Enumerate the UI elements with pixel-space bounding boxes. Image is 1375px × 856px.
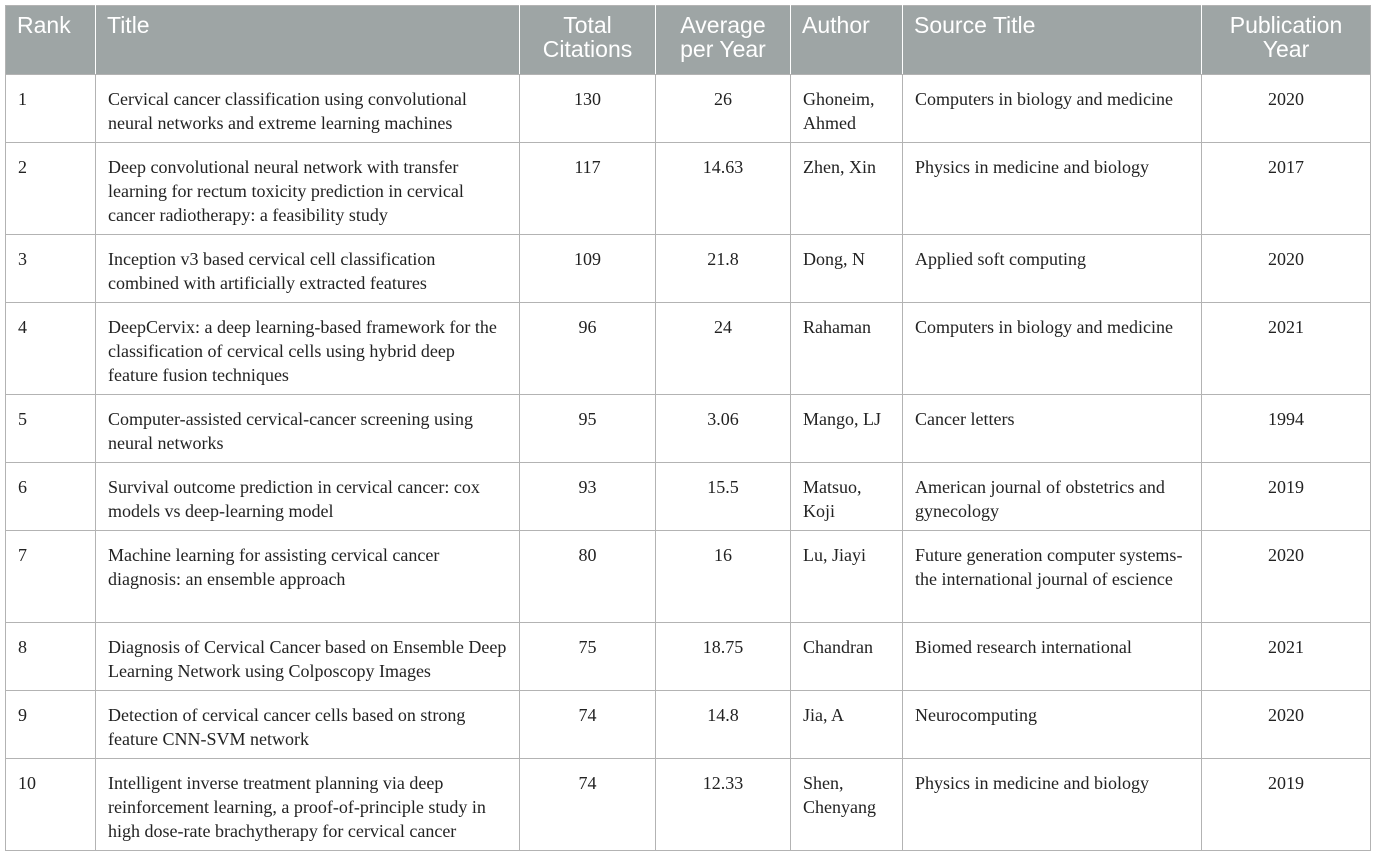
- header-rank: Rank: [6, 6, 96, 75]
- cell-total-citations: 96: [520, 303, 656, 395]
- table-header-row: [6, 6, 1371, 75]
- cell-average-per-year: 14.63: [656, 143, 791, 235]
- cell-author: Matsuo, Koji: [791, 463, 903, 531]
- header-source-title: Source Title: [903, 6, 1202, 75]
- table-row: [6, 463, 1371, 531]
- cell-publication-year: 1994: [1202, 395, 1371, 463]
- cell-author: Shen, Chenyang: [791, 759, 903, 851]
- table-row: [6, 531, 1371, 623]
- cell-rank: 2: [6, 143, 96, 235]
- cell-rank: 9: [6, 691, 96, 759]
- cell-title: Intelligent inverse treatment planning via deep reinforcement learning, a proof-of-principle study in high dose-rate brachytherapy for cervical cancer: [96, 759, 520, 851]
- cell-source-title: Physics in medicine and biology: [903, 759, 1202, 851]
- cell-author: Mango, LJ: [791, 395, 903, 463]
- cell-source-title: Cancer letters: [903, 395, 1202, 463]
- cell-title: Computer-assisted cervical-cancer screening using neural networks: [96, 395, 520, 463]
- cell-total-citations: 109: [520, 235, 656, 303]
- cell-source-title: Computers in biology and medicine: [903, 303, 1202, 395]
- cell-average-per-year: 24: [656, 303, 791, 395]
- cell-source-title: Applied soft computing: [903, 235, 1202, 303]
- table-row: [6, 623, 1371, 691]
- cell-publication-year: 2020: [1202, 235, 1371, 303]
- cell-rank: 5: [6, 395, 96, 463]
- cell-source-title: Computers in biology and medicine: [903, 75, 1202, 143]
- header-author: Author: [791, 6, 903, 75]
- cell-rank: 10: [6, 759, 96, 851]
- table-row: [6, 235, 1371, 303]
- cell-rank: 3: [6, 235, 96, 303]
- table-row: [6, 691, 1371, 759]
- cell-average-per-year: 16: [656, 531, 791, 623]
- cell-publication-year: 2020: [1202, 75, 1371, 143]
- cell-total-citations: 75: [520, 623, 656, 691]
- cell-rank: 1: [6, 75, 96, 143]
- table-row: [6, 395, 1371, 463]
- cell-author: Jia, A: [791, 691, 903, 759]
- cell-total-citations: 74: [520, 759, 656, 851]
- header-average-per-year: Average per Year: [656, 6, 791, 75]
- header-total-citations: Total Citations: [520, 6, 656, 75]
- table-row: [6, 759, 1371, 851]
- cell-author: Dong, N: [791, 235, 903, 303]
- citation-table: [5, 5, 1371, 851]
- cell-author: Lu, Jiayi: [791, 531, 903, 623]
- cell-rank: 8: [6, 623, 96, 691]
- cell-title: Cervical cancer classification using convolutional neural networks and extreme learning machines: [96, 75, 520, 143]
- cell-source-title: Neurocomputing: [903, 691, 1202, 759]
- cell-publication-year: 2020: [1202, 691, 1371, 759]
- cell-source-title: Future generation computer systems-the international journal of escience: [903, 531, 1202, 623]
- cell-source-title: Biomed research international: [903, 623, 1202, 691]
- cell-publication-year: 2020: [1202, 531, 1371, 623]
- cell-publication-year: 2019: [1202, 759, 1371, 851]
- cell-total-citations: 130: [520, 75, 656, 143]
- cell-rank: 7: [6, 531, 96, 623]
- cell-publication-year: 2021: [1202, 623, 1371, 691]
- cell-total-citations: 95: [520, 395, 656, 463]
- cell-author: Ghoneim, Ahmed: [791, 75, 903, 143]
- table-row: [6, 303, 1371, 395]
- cell-title: Detection of cervical cancer cells based on strong feature CNN-SVM network: [96, 691, 520, 759]
- cell-total-citations: 74: [520, 691, 656, 759]
- cell-source-title: Physics in medicine and biology: [903, 143, 1202, 235]
- cell-total-citations: 93: [520, 463, 656, 531]
- cell-average-per-year: 3.06: [656, 395, 791, 463]
- cell-average-per-year: 15.5: [656, 463, 791, 531]
- cell-average-per-year: 14.8: [656, 691, 791, 759]
- cell-title: Survival outcome prediction in cervical cancer: cox models vs deep-learning model: [96, 463, 520, 531]
- cell-rank: 4: [6, 303, 96, 395]
- cell-average-per-year: 26: [656, 75, 791, 143]
- table-row: [6, 143, 1371, 235]
- cell-title: Inception v3 based cervical cell classification combined with artificially extracted features: [96, 235, 520, 303]
- cell-title: Deep convolutional neural network with transfer learning for rectum toxicity prediction in cervical cancer radiotherapy: a feasibility study: [96, 143, 520, 235]
- cell-author: Zhen, Xin: [791, 143, 903, 235]
- cell-title: DeepCervix: a deep learning-based framework for the classification of cervical cells using hybrid deep feature fusion techniques: [96, 303, 520, 395]
- header-title: Title: [96, 6, 520, 75]
- cell-total-citations: 117: [520, 143, 656, 235]
- cell-author: Rahaman: [791, 303, 903, 395]
- header-publication-year: Publication Year: [1202, 6, 1371, 75]
- cell-author: Chandran: [791, 623, 903, 691]
- cell-publication-year: 2021: [1202, 303, 1371, 395]
- cell-rank: 6: [6, 463, 96, 531]
- cell-average-per-year: 12.33: [656, 759, 791, 851]
- cell-publication-year: 2019: [1202, 463, 1371, 531]
- cell-publication-year: 2017: [1202, 143, 1371, 235]
- cell-average-per-year: 18.75: [656, 623, 791, 691]
- cell-total-citations: 80: [520, 531, 656, 623]
- cell-title: Machine learning for assisting cervical cancer diagnosis: an ensemble approach: [96, 531, 520, 623]
- table-row: [6, 75, 1371, 143]
- cell-source-title: American journal of obstetrics and gynecology: [903, 463, 1202, 531]
- cell-title: Diagnosis of Cervical Cancer based on Ensemble Deep Learning Network using Colposcopy Images: [96, 623, 520, 691]
- cell-average-per-year: 21.8: [656, 235, 791, 303]
